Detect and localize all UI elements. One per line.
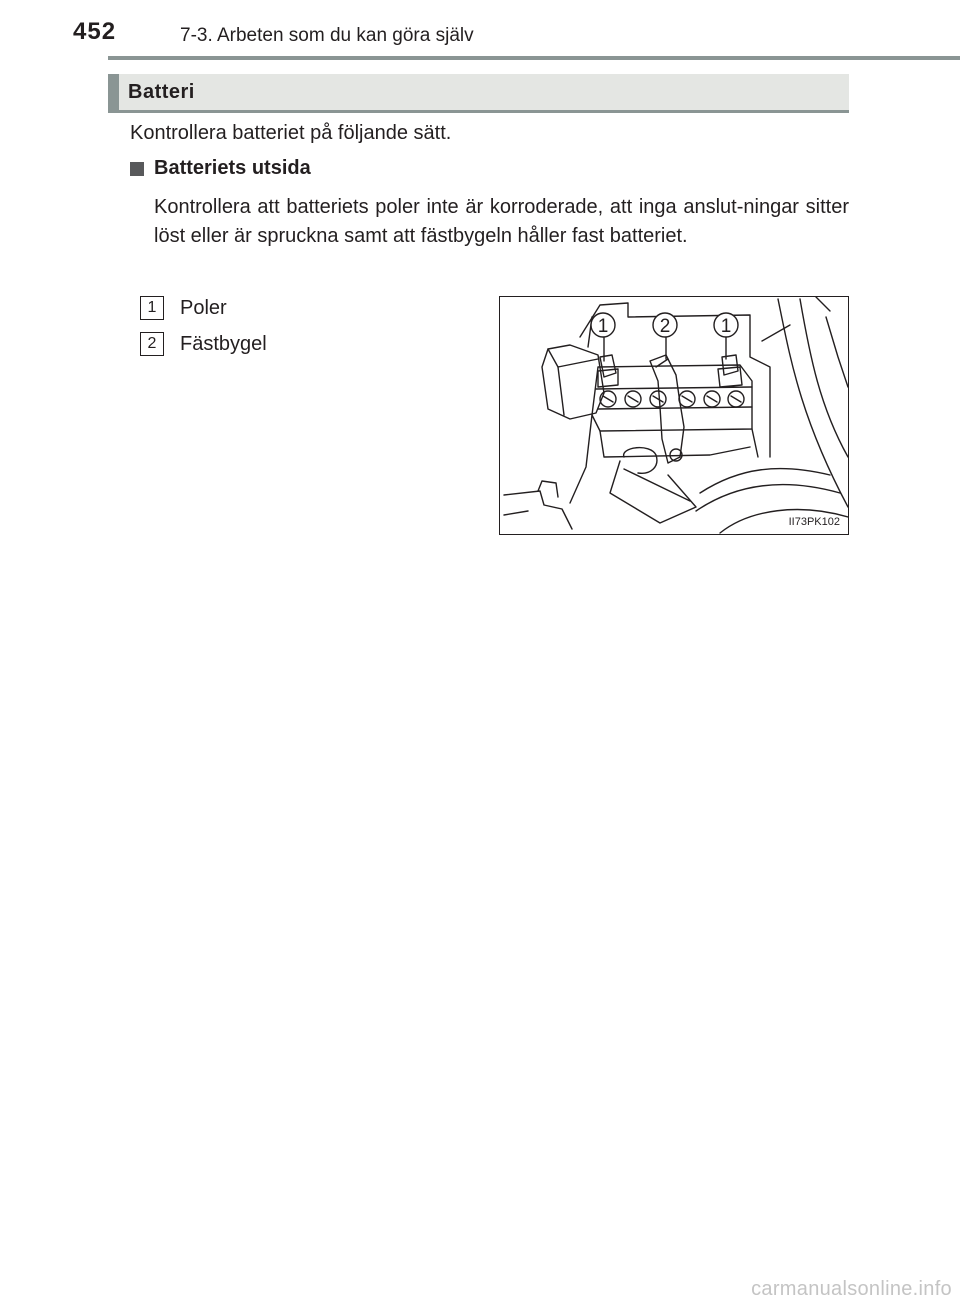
figure-code: II73PK102 bbox=[788, 516, 840, 528]
legend-label: Poler bbox=[180, 296, 227, 319]
legend-label: Fästbygel bbox=[180, 332, 267, 355]
subheading-text: Batteriets utsida bbox=[154, 157, 311, 179]
body-paragraph: Kontrollera att batteriets poler inte är korroderade, att inga anslut-ningar sitter löst eller är spruckna samt att fästbygeln håller fast batteriet. bbox=[154, 196, 849, 247]
header-rule bbox=[108, 56, 960, 60]
legend-number: 2 bbox=[140, 332, 164, 356]
legend-item bbox=[140, 326, 267, 362]
intro-text: Kontrollera batteriet på följande sätt. bbox=[130, 122, 452, 144]
figure-callout: 1 bbox=[720, 316, 732, 337]
legend bbox=[140, 290, 267, 362]
page-number: 452 bbox=[73, 18, 117, 45]
figure-callout: 1 bbox=[597, 316, 609, 337]
battery-drawing bbox=[500, 297, 848, 534]
square-bullet-icon bbox=[130, 162, 144, 176]
section-header-bar bbox=[108, 74, 849, 113]
watermark: carmanualsonline.info bbox=[751, 1278, 952, 1300]
section-bar-accent bbox=[108, 74, 119, 110]
legend-item bbox=[140, 290, 267, 326]
figure-callout: 2 bbox=[659, 316, 671, 337]
battery-illustration bbox=[499, 296, 849, 535]
chapter-heading: 7-3. Arbeten som du kan göra själv bbox=[180, 25, 474, 46]
section-title: Batteri bbox=[128, 81, 195, 103]
subheading bbox=[130, 157, 311, 180]
legend-number: 1 bbox=[140, 296, 164, 320]
